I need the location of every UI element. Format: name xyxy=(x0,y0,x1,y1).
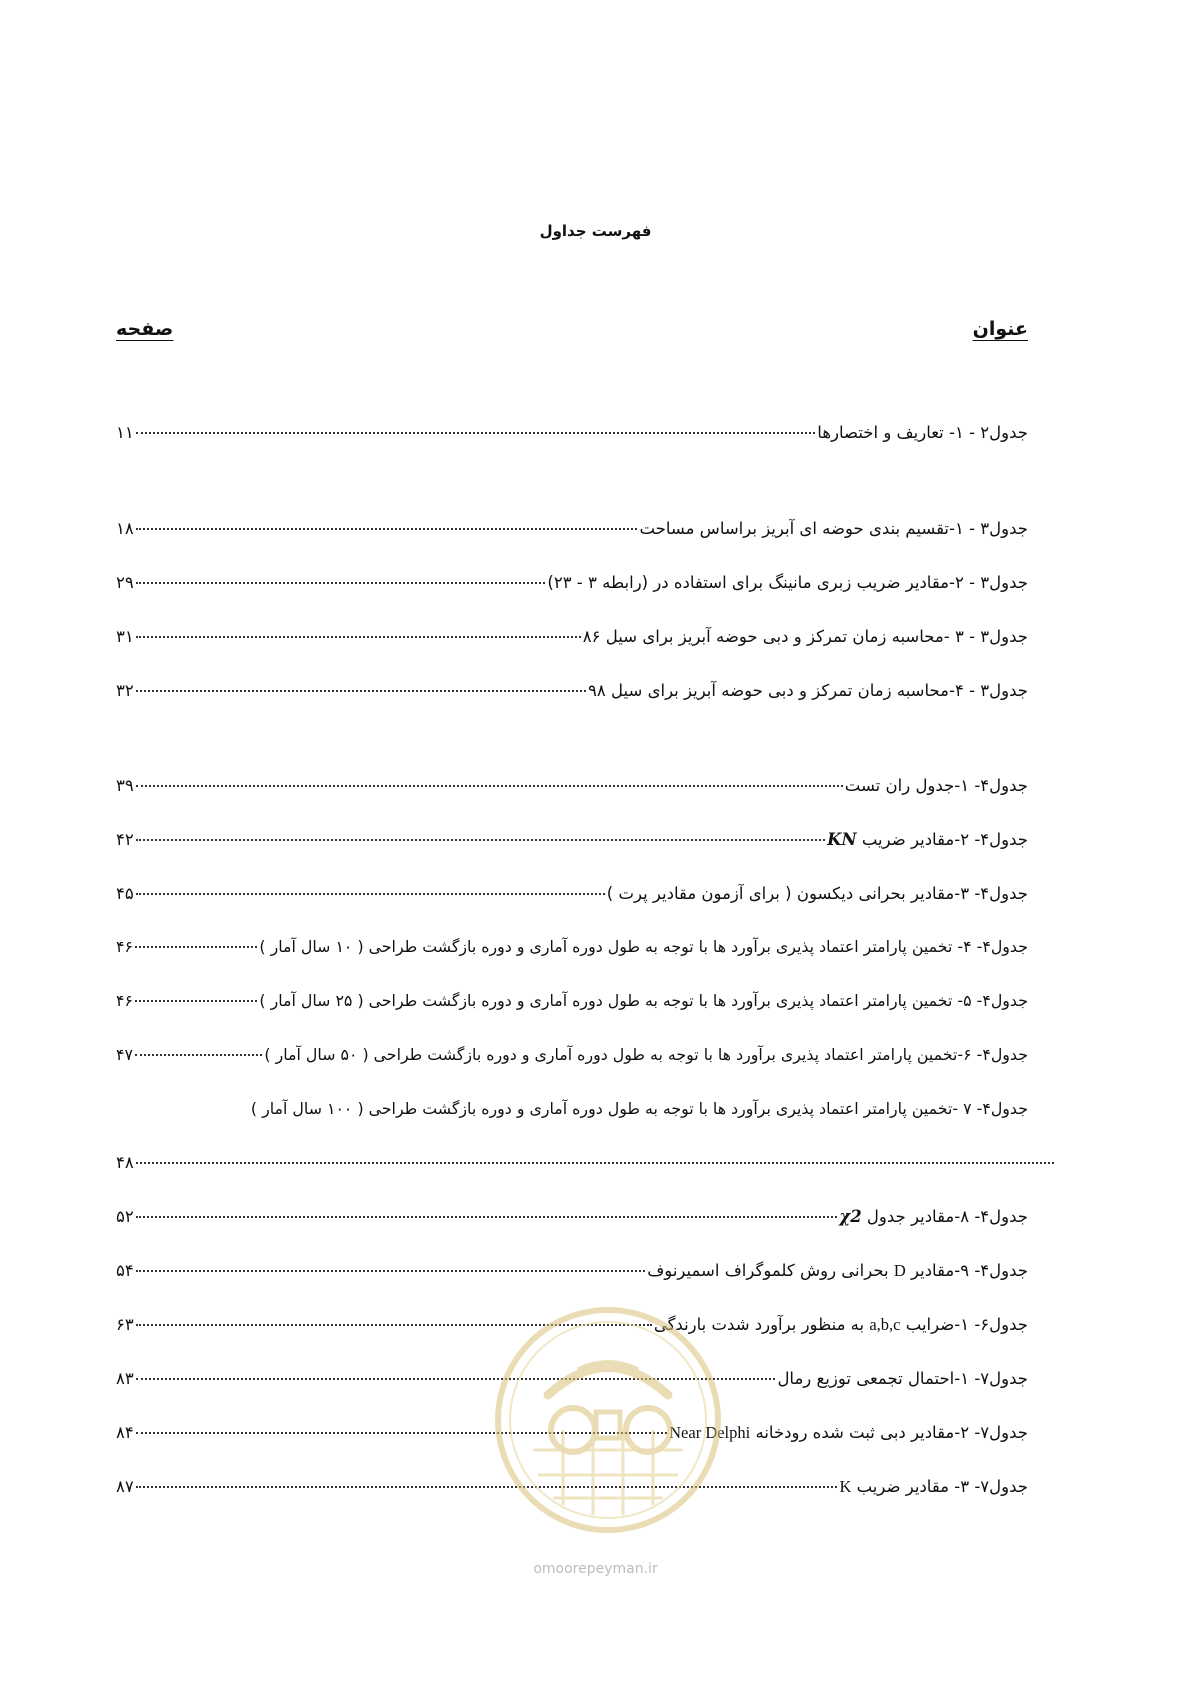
toc-leader-dots xyxy=(135,1000,257,1002)
watermark-url: omoorepeyman.ir xyxy=(533,1561,658,1577)
toc-entry-latin: Near Delphi xyxy=(669,1423,751,1442)
toc-entry[interactable] xyxy=(116,681,1028,711)
toc-entry[interactable] xyxy=(116,937,1028,967)
toc-entry-continuation[interactable] xyxy=(116,1153,1056,1183)
toc-leader-dots xyxy=(136,785,843,787)
toc-entry-title: جدول۳ - ۲-مقادیر ضریب زبری مانینگ برای استفاده در (رابطه ۳ - ۲۳) xyxy=(547,573,1028,592)
page-column-header: صفحه xyxy=(116,318,174,340)
toc-entry[interactable] xyxy=(116,519,1028,549)
toc-leader-dots xyxy=(136,432,816,434)
toc-entry[interactable] xyxy=(116,776,1028,806)
toc-entry-page: ۱۸ xyxy=(116,519,134,538)
toc-leader-dots xyxy=(136,893,605,895)
toc-entry-page: ۶۳ xyxy=(116,1315,134,1334)
toc-entry-title: جدول۴- ۴- تخمین پارامتر اعتماد پذیری برآورد ها با توجه به طول دوره آماری و دوره بازگشت طراحی ( ۱۰ سال آمار ) xyxy=(259,937,1028,956)
toc-entry-title-suffix: به منظور برآورد شدت بارندگی xyxy=(653,1315,870,1334)
toc-entry[interactable] xyxy=(116,830,1028,860)
toc-entry[interactable] xyxy=(116,573,1028,603)
toc-entry-title: جدول۴- ۵- تخمین پارامتر اعتماد پذیری برآورد ها با توجه به طول دوره آماری و دوره بازگشت طراحی ( ۲۵ سال آمار ) xyxy=(259,991,1028,1010)
toc-entry-title-text: جدول۴- ۸-مقادیر جدول xyxy=(861,1207,1028,1226)
toc-entry-title-text: جدول۴- ۹-مقادیر xyxy=(905,1261,1028,1280)
toc-entry-title-text: جدول۷- ۲-مقادیر دبی ثبت شده رودخانه xyxy=(750,1423,1028,1442)
toc-entry-math: χ2 xyxy=(839,1207,862,1226)
toc-leader-dots xyxy=(136,690,586,692)
toc-entry-title xyxy=(839,1207,1028,1226)
toc-entry-title: جدول۴- ۶-تخمین پارامتر اعتماد پذیری برآورد ها با توجه به طول دوره آماری و دوره بازگشت طراحی ( ۵۰ سال آمار ) xyxy=(264,1045,1028,1064)
toc-entry[interactable] xyxy=(116,1261,1028,1291)
toc-leader-dots xyxy=(136,528,638,530)
toc-entry-page: ۸۴ xyxy=(116,1423,134,1442)
toc-entry-page: ۴۲ xyxy=(116,830,134,849)
toc-entry-page: ۵۲ xyxy=(116,1207,134,1226)
title-column-header: عنوان xyxy=(972,318,1028,340)
toc-entry[interactable] xyxy=(116,1045,1028,1075)
toc-entry-title-text: جدول۷- ۳- مقادیر ضریب xyxy=(851,1477,1028,1496)
toc-entry-title: جدول۴- ۷ -تخمین پارامتر اعتماد پذیری برآورد ها با توجه به طول دوره آماری و دوره بازگشت طراحی ( ۱۰۰ سال آمار ) xyxy=(250,1099,1028,1118)
toc-entry-page: ۴۵ xyxy=(116,884,134,903)
toc-entry-math: KN xyxy=(827,830,857,849)
toc-entry-page: ۴۶ xyxy=(116,991,133,1010)
toc-entry-title-text: جدول۶- ۱-ضرایب xyxy=(900,1315,1028,1334)
toc-entry-title: جدول۷- ۱-احتمال تجمعی توزیع رمال xyxy=(777,1369,1028,1388)
toc-leader-dots xyxy=(136,636,581,638)
toc-entry-latin: a,b,c xyxy=(869,1315,901,1334)
toc-entry[interactable] xyxy=(116,627,1028,657)
toc-leader-dots xyxy=(136,1270,645,1272)
toc-entry-title: جدول۳ - ۳ -محاسبه زمان تمرکز و دبی حوضه آبریز برای سیل ۸۶ xyxy=(582,627,1028,646)
toc-entry-title xyxy=(647,1261,1028,1281)
toc-leader-dots xyxy=(135,1054,262,1056)
toc-entry-page: ۳۱ xyxy=(116,627,134,646)
toc-entry-page: ۸۷ xyxy=(116,1477,134,1496)
toc-entry-latin: D xyxy=(893,1261,906,1280)
watermark-seal-icon xyxy=(488,1300,728,1540)
toc-leader-dots xyxy=(135,946,257,948)
page-title: فهرست جداول xyxy=(539,222,652,240)
toc-entry-page: ۲۹ xyxy=(116,573,134,592)
toc-entry-title: جدول۲ - ۱- تعاریف و اختصارها xyxy=(817,423,1028,442)
toc-entry-title-suffix: بحرانی روش کلموگراف اسمیرنوف xyxy=(647,1261,894,1280)
toc-entry-page: ۴۸ xyxy=(116,1153,134,1172)
toc-entry-title: جدول۴- ۱-جدول ران تست xyxy=(844,776,1028,795)
toc-entry[interactable] xyxy=(116,884,1028,914)
toc-entry-wrapped[interactable] xyxy=(116,1099,1028,1129)
toc-entry[interactable] xyxy=(116,1207,1028,1237)
toc-entry-title: جدول۴- ۳-مقادیر بحرانی دیکسون ( برای آزمون مقادیر پرت ) xyxy=(606,884,1028,903)
toc-entry-page: ۱۱ xyxy=(116,423,134,442)
toc-entry-title: جدول۳ - ۱-تقسیم بندی حوضه ای آبریز براساس مساحت xyxy=(639,519,1028,538)
toc-entry-title: جدول۳ - ۴-محاسبه زمان تمرکز و دبی حوضه آبریز برای سیل ۹۸ xyxy=(588,681,1028,700)
toc-entry-latin: K xyxy=(839,1477,852,1496)
toc-entry-page: ۳۲ xyxy=(116,681,134,700)
toc-entry[interactable] xyxy=(116,991,1028,1021)
toc-leader-dots xyxy=(136,582,546,584)
toc-entry-page: ۴۷ xyxy=(116,1045,133,1064)
toc-entry-title-text: جدول۴- ۲-مقادیر ضریب xyxy=(856,830,1028,849)
toc-entry-page: ۸۳ xyxy=(116,1369,134,1388)
toc-entry-page: ۳۹ xyxy=(116,776,134,795)
toc-leader-dots xyxy=(136,839,825,841)
toc-entry-page: ۵۴ xyxy=(116,1261,134,1280)
toc-entry-title xyxy=(839,1477,1028,1497)
toc-entry-page: ۴۶ xyxy=(116,937,133,956)
toc-leader-dots xyxy=(136,1486,838,1488)
toc-leader-dots xyxy=(136,1162,1054,1164)
toc-leader-dots xyxy=(136,1216,838,1218)
toc-entry[interactable] xyxy=(116,423,1028,453)
toc-entry-title xyxy=(827,830,1028,849)
